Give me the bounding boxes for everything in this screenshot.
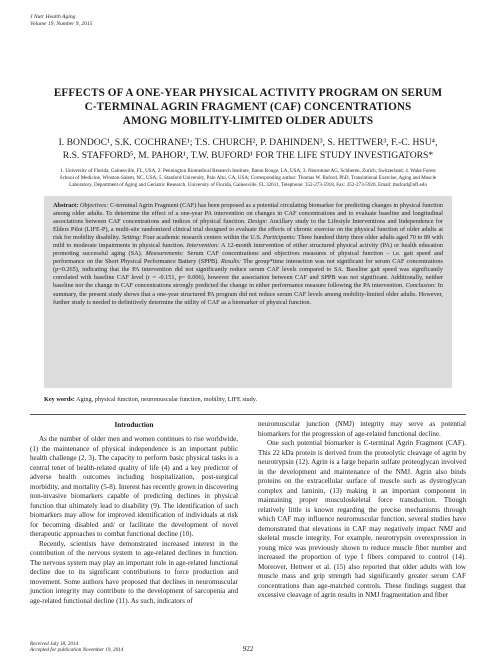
page-number: 922 (242, 645, 254, 653)
journal-name: J Nutr Health Aging (30, 14, 76, 20)
body-column-left (30, 435, 238, 606)
intro-paragraph-4: One such potential biomarker is C-terminal Agrin Fragment (CAF). This 22 kDa protein is derived from the proteolytic cleavage of agrin by neurotrypsin (12). Agrin is a large heparin sulfate proteoglycan involved in the development and maintenance of the NMJ. Agrin also binds proteins on the extracellular surface of muscle such as dystroglycan complex and laminin, (13) making it an important component in maintaining proper musculoskeletal force transduction. Though relatively little is known regarding the precise mechanisms through which CAF may influence neuromuscular function, several studies have demonstrated that elevations in CAF may negatively impact NMJ and skeletal muscle integrity. For example, neurotrypsin overexpression in young mice was previously shown to reduce muscle fiber number and increased the proportion of type I fibers compared to control (14). Moreover, Hettwer et al. (15) also reported that older adults with low muscle mass and grip strength had significantly greater serum CAF concentrations than age-matched controls. These findings suggest that excessive cleavage of agrin results in NMJ fragmentation and fiber (258, 439, 466, 599)
accepted-date: Accepted for publication November 19, 2014 (30, 647, 124, 654)
article-dates (30, 641, 123, 654)
objectives-label: Objectives: (79, 202, 109, 209)
affiliation-line-2: School of Medicine, Winston-Salem, NC, USA; 5. Stanford University, Palo Alto, CA, USA; Corresponding author: Thomas W. Buford, PhD, Translational Exercise, Aging and Muscle (59, 174, 437, 181)
authors-line-1: I. BONDOC¹, S.K. COCHRANE¹; T.S. CHURCH², P. DAHINDEN³, S. HETTWER³, F.-C. HSU⁴, (58, 137, 438, 148)
conclusion-text: In summary, the present study shows that a one-year structured PA program did not reduce serum CAF levels among mobility-limited older adults. However, further study is needed to definitively determine the utility of CAF as a biomarker of physical function. (53, 282, 444, 306)
results-label: Results: (221, 258, 242, 266)
section-divider (30, 414, 466, 415)
keywords-label: Key words: (44, 396, 75, 403)
setting-text: Four academic research centers within the U.S. (141, 234, 263, 242)
abstract-box (44, 196, 452, 388)
body-column-right (258, 420, 466, 601)
participants-label: Participants: (263, 234, 296, 242)
title-line-3: AMONG MOBILITY-LIMITED OLDER ADULTS (122, 115, 374, 127)
author-list (30, 136, 466, 162)
participants-text: Three hundred thirty three older adults aged 70 to 89 with mild to moderate impairments in physical function. (53, 234, 443, 250)
introduction-heading: Introduction (114, 421, 154, 429)
measurements-label: Measurements: (145, 250, 184, 258)
authors-line-2: R.S. STAFFORD⁵, M. PAHOR¹, T.W. BUFORD¹ FOR THE LIFE STUDY INVESTIGATORS* (62, 150, 434, 161)
affiliation-line-3: Laboratory, Department of Aging and Geriatric Research, University of Florida, Gainesville, FL 32611, Telephone: 352-273-5918, Fax: 352-273-5920, Email: tbuford@ufl.edu (69, 181, 427, 188)
measurements-text: Serum CAF concentrations and objectives measures of physical function – i.e. gait speed and performance on the Short Physical Performance Battery (SPPB). (53, 250, 444, 266)
conclusion-label: Conclusion: (405, 282, 437, 290)
intro-paragraph-1: As the number of older men and women continues to rise worldwide, (1) the maintenance of physical independence is an important public health challenge (2, 3). The capacity to perform basic physical tasks is a central tenet of health-related quality of life (4) and a key predictor of adverse health outcomes including hospitalization, post-surgical morbidity, and mortality (5-8). Interest has recently grown in discovering non-invasive biomarkers capable of predicting declines in physical function that ultimately lead to disability (9). The identification of such biomarkers may allow for improved identification of individuals at risk for becoming disabled and/ or facilitate the development of novel therapeutic approaches to combat functional decline (10). (30, 435, 238, 538)
keywords-text: Aging, physical function, neuromuscular function, mobility, LIFE study. (74, 396, 258, 403)
journal-header (30, 14, 92, 28)
design-label: Design: (247, 218, 268, 226)
setting-label: Setting: (121, 234, 142, 242)
received-date: Received July 18, 2014 (30, 641, 79, 647)
keywords (44, 396, 257, 404)
affiliation-line-1: 1. University of Florida, Gainesville, FL, USA, 2. Pennington Biomedical Research Institute, Baton Rouge, LA, USA; 3. Neurotune AG, Schlieren, Zurich, Switzerland; 4. Wake Forest (60, 168, 436, 174)
design-text: Ancillary study to the Lifestyle Interventions and Independence for Elders Pilot (LIFE-P), a multi-site randomized clinical trial designed to evaluate the effects of chronic exercise on the physical function of older adults at risk for mobility disability. (53, 218, 443, 242)
results-text: The group*time interaction was not significant for serum CAF concentrations (p=0.265), indicating that the PA intervention did not significantly reduce serum CAF levels compared to SA. Baseline gait speed was significantly correlated with baseline CAF level (r = -0.151, p= 0.006), however the association between CAF and SPPB was not significant. Additionally, neither baseline nor the change in CAF concentrations strongly predicted the change in either performance measure following the PA intervention. (53, 258, 443, 290)
intervention-text: A 12-month intervention of either structured physical activity (PA) or health education promoting successful aging (SA). (53, 242, 443, 258)
journal-volume: Volume 19, Number 9, 2015 (30, 21, 93, 27)
intro-paragraph-2: Recently, scientists have demonstrated increased interest in the contribution of the nervous system to age-related declines in function. The nervous system may play an important role in age-related functional decline due to its significant contributions to force production and movement. Some authors have proposed that declines in neuromuscular junction integrity may contribute to the development of sarcopenia and age-related functional decline (11). As such, indicators of (30, 539, 238, 605)
intervention-label: Intervention: (186, 242, 220, 250)
intro-paragraph-3: neuromuscular junction (NMJ) integrity may serve as potential biomarkers for the progression of age-related functional decline. (258, 420, 466, 438)
title-line-1: EFFECTS OF A ONE-YEAR PHYSICAL ACTIVITY PROGRAM ON SERUM (53, 87, 443, 99)
title-line-2: C-TERMINAL AGRIN FRAGMENT (CAF) CONCENTRATIONS (84, 101, 412, 113)
article-title (30, 86, 466, 128)
affiliations (30, 168, 466, 188)
abstract-label: Abstract: (53, 202, 79, 209)
objectives-text: C-terminal Agrin Fragment (CAF) has been proposed as a potential circulating biomarker for predicting changes in physical function among older adults. To determine the effect of a one-year PA intervention on changes in CAF concentrations and to evaluate baseline and longitudinal associations between CAF concentrations and indices of physical function. (53, 202, 444, 226)
